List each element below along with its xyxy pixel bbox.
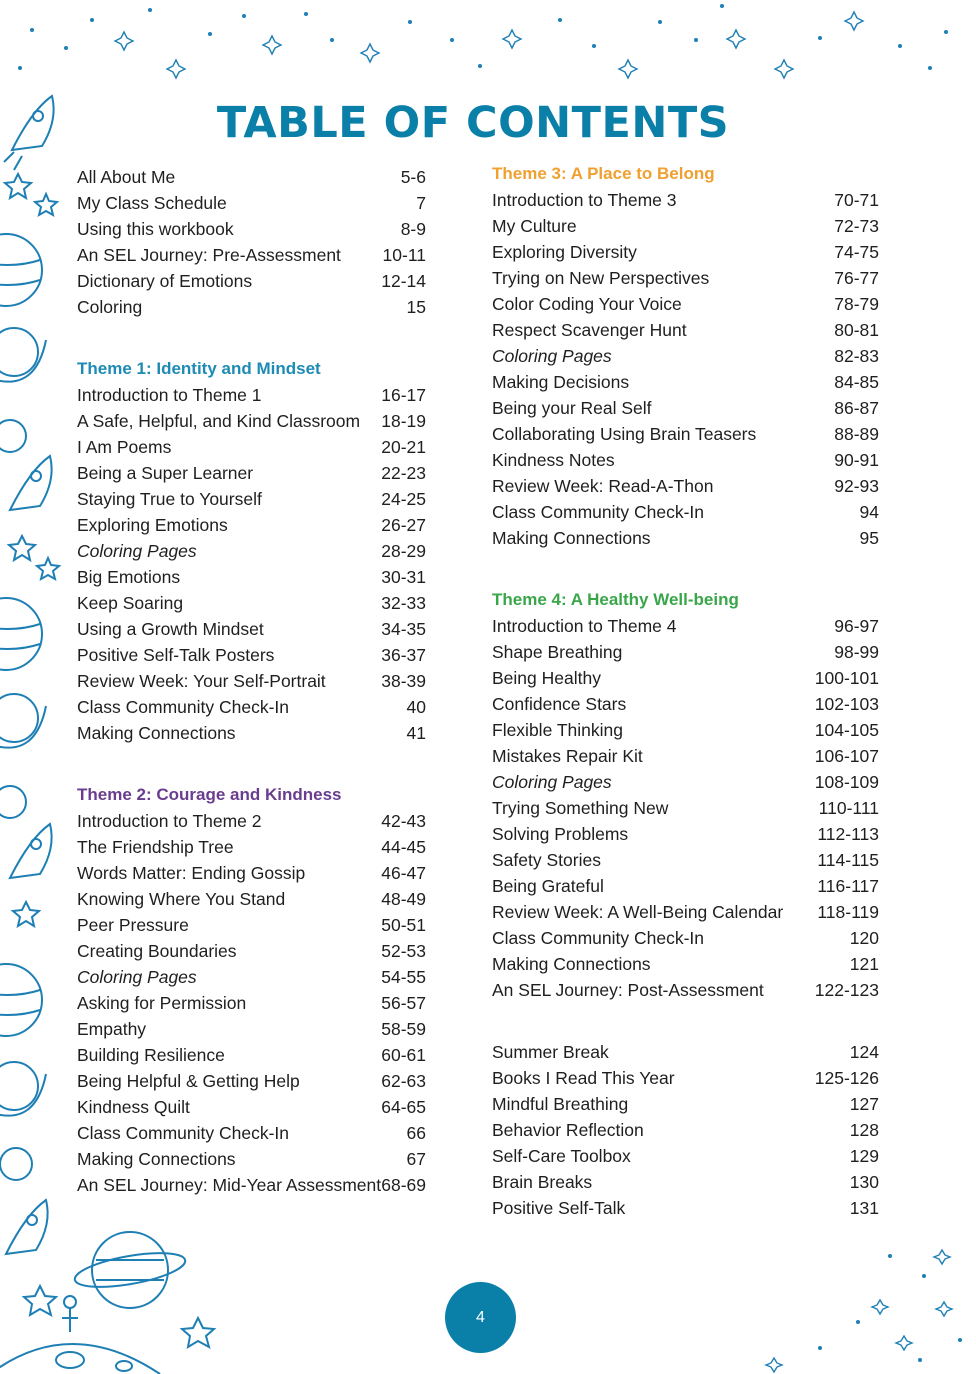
toc-right-column [492,161,879,1221]
toc-entry-title: Color Coding Your Voice [492,294,682,314]
toc-entry-title: Class Community Check-In [77,697,289,717]
star-icon [13,902,39,926]
toc-entry[interactable] [492,743,879,769]
toc-entry-page: 86-87 [834,398,879,418]
toc-left-column [77,164,426,1198]
toc-entry-page: 80-81 [834,320,879,340]
ringed-planet-icon [72,1232,187,1308]
toc-entry[interactable] [492,1065,879,1091]
theme-1-list [77,382,426,746]
theme-4-list [492,613,879,1003]
toc-entry-title: Respect Scavenger Hunt [492,320,687,340]
toc-entry[interactable] [77,512,426,538]
toc-entry-page: 8-9 [400,219,426,239]
toc-entry-page: 70-71 [834,190,879,210]
toc-entry[interactable] [77,860,426,886]
toc-entry-title: Making Connections [492,954,651,974]
toc-entry-title: Asking for Permission [77,993,247,1013]
toc-entry-page: 34-35 [381,619,426,639]
toc-entry[interactable] [492,1117,879,1143]
planet-icon [0,964,42,1036]
toc-entry[interactable] [77,434,426,460]
toc-entry[interactable] [77,564,426,590]
toc-entry[interactable] [492,473,879,499]
toc-entry-page: 118-119 [817,902,879,922]
page-number-badge: 4 [445,1282,516,1353]
toc-entry[interactable] [492,187,879,213]
toc-entry[interactable] [77,694,426,720]
toc-entry[interactable] [77,294,426,320]
toc-entry-title: A Safe, Helpful, and Kind Classroom [77,411,361,431]
toc-entry[interactable] [77,834,426,860]
crater-moon-icon [0,420,26,452]
toc-entry-page: 124 [849,1042,879,1062]
toc-entry-page: 88-89 [834,424,879,444]
toc-entry-page: 90-91 [834,450,879,470]
toc-entry-title: Empathy [77,1019,147,1039]
toc-entry-title: Books I Read This Year [492,1068,675,1088]
toc-entry-title: Introduction to Theme 2 [77,811,262,831]
toc-entry-page: 7 [416,193,426,213]
toc-entry[interactable] [492,873,879,899]
toc-entry[interactable] [492,369,879,395]
toc-entry-title: Coloring Pages [77,541,197,561]
toc-entry-title: Being Helpful & Getting Help [77,1071,300,1091]
toc-entry[interactable] [77,964,426,990]
toc-entry-title: Introduction to Theme 3 [492,190,677,210]
toc-entry[interactable] [492,213,879,239]
toc-entry-page: 112-113 [817,824,879,844]
toc-entry-title: Big Emotions [77,567,181,587]
toc-entry-page: 102-103 [814,694,879,714]
toc-entry-page: 56-57 [381,993,426,1013]
crater-moon-icon [0,786,26,818]
toc-entry[interactable] [492,665,879,691]
toc-entry-page: 36-37 [381,645,426,665]
theme-1-heading: Theme 1: Identity and Mindset [77,359,321,378]
toc-entry-title: Being a Super Learner [77,463,254,483]
toc-entry-page: 95 [859,528,879,548]
toc-entry-page: 60-61 [381,1045,426,1065]
toc-entry-title: Dictionary of Emotions [77,271,253,291]
toc-entry-page: 116-117 [817,876,879,896]
toc-entry-page: 32-33 [381,593,426,613]
star-icon [9,536,35,560]
toc-entry-page: 122-123 [814,980,879,1000]
toc-entry[interactable] [492,717,879,743]
toc-entry[interactable] [77,190,426,216]
toc-entry-title: Exploring Emotions [77,515,228,535]
toc-entry-title: Brain Breaks [492,1172,593,1192]
toc-entry[interactable] [77,642,426,668]
star-icon [182,1318,214,1347]
toc-entry-title: Kindness Quilt [77,1097,190,1117]
toc-entry[interactable] [77,1146,426,1172]
toc-entry-page: 127 [849,1094,879,1114]
toc-entry-title: Peer Pressure [77,915,189,935]
toc-entry-title: Collaborating Using Brain Teasers [492,424,757,444]
space-doodle-border [0,90,74,1374]
toc-entry-page: 96-97 [834,616,879,636]
toc-entry[interactable] [492,1169,879,1195]
theme-2-heading: Theme 2: Courage and Kindness [77,785,342,804]
toc-entry-title: Knowing Where You Stand [77,889,286,909]
theme-4-heading: Theme 4: A Healthy Well-being [492,590,739,609]
toc-entry-page: 125-126 [814,1068,879,1088]
moon-icon [0,328,46,382]
toc-entry-title: Review Week: A Well-Being Calendar [492,902,784,922]
toc-extras-section [492,1039,879,1221]
toc-entry[interactable] [492,821,879,847]
toc-entry[interactable] [492,925,879,951]
toc-entry-title: Building Resilience [77,1045,225,1065]
toc-entry-page: 46-47 [381,863,426,883]
toc-entry[interactable] [77,886,426,912]
toc-entry-title: All About Me [77,167,176,187]
toc-entry-page: 30-31 [381,567,426,587]
toc-entry-page: 20-21 [381,437,426,457]
rocket-icon [10,456,52,510]
toc-entry-page: 67 [406,1149,426,1169]
toc-entry-title: Class Community Check-In [492,928,704,948]
toc-entry-title: Coloring Pages [492,346,612,366]
toc-entry-title: Exploring Diversity [492,242,637,262]
toc-entry[interactable] [77,408,426,434]
theme-3-heading: Theme 3: A Place to Belong [492,164,715,183]
toc-entry-page: 106-107 [814,746,879,766]
toc-entry-page: 131 [849,1198,879,1218]
toc-entry-page: 121 [849,954,879,974]
toc-entry-page: 64-65 [381,1097,426,1117]
toc-entry[interactable] [77,538,426,564]
toc-entry-title: Review Week: Your Self-Portrait [77,671,326,691]
toc-entry-title: Safety Stories [492,850,601,870]
theme-3-list [492,187,879,551]
bottom-planet-decoration [0,1220,240,1374]
toc-entry[interactable] [492,639,879,665]
toc-entry-page: 15 [406,297,426,317]
toc-entry-title: Introduction to Theme 1 [77,385,262,405]
toc-entry-title: I Am Poems [77,437,172,457]
bottom-right-star-decoration [760,1240,976,1374]
theme-2-section [77,782,426,1198]
toc-entry[interactable] [492,1091,879,1117]
toc-entry[interactable] [492,239,879,265]
toc-entry-title: Class Community Check-In [492,502,704,522]
toc-entry[interactable] [77,164,426,190]
toc-entry-page: 128 [849,1120,879,1140]
toc-entry[interactable] [77,938,426,964]
toc-entry[interactable] [77,268,426,294]
toc-entry-page: 74-75 [834,242,879,262]
toc-entry-page: 10-11 [382,245,426,265]
toc-entry-title: An SEL Journey: Mid-Year Assessment [77,1175,382,1195]
toc-entry-title: Kindness Notes [492,450,615,470]
toc-entry[interactable] [77,486,426,512]
theme-2-list [77,808,426,1198]
toc-entry-title: Trying Something New [492,798,669,818]
toc-entry-page: 16-17 [381,385,426,405]
toc-entry-title: Creating Boundaries [77,941,237,961]
toc-entry-page: 41 [406,723,426,743]
alien-icon [62,1296,78,1332]
toc-entry-title: Coloring Pages [77,967,197,987]
toc-entry[interactable] [492,317,879,343]
toc-entry-page: 94 [859,502,879,522]
rocket-icon [10,824,52,878]
toc-entry[interactable] [77,216,426,242]
toc-entry-page: 40 [406,697,426,717]
toc-entry-title: Flexible Thinking [492,720,623,740]
theme-3-section [492,161,879,551]
toc-entry-page: 68-69 [381,1175,426,1195]
toc-entry-page: 84-85 [834,372,879,392]
toc-entry-page: 98-99 [834,642,879,662]
toc-entry[interactable] [492,613,879,639]
toc-entry[interactable] [492,343,879,369]
toc-entry-title: Mistakes Repair Kit [492,746,643,766]
star-border-decoration [0,0,976,80]
toc-entry-page: 108-109 [814,772,879,792]
toc-entry[interactable] [492,899,879,925]
toc-entry-title: Using this workbook [77,219,234,239]
toc-entry-title: Making Decisions [492,372,630,392]
toc-entry-title: Behavior Reflection [492,1120,644,1140]
toc-entry-title: Keep Soaring [77,593,184,613]
toc-entry[interactable] [77,668,426,694]
toc-entry-title: My Class Schedule [77,193,227,213]
toc-entry-title: My Culture [492,216,577,236]
toc-entry-title: Using a Growth Mindset [77,619,264,639]
toc-entry-title: Being Grateful [492,876,604,896]
toc-entry-page: 24-25 [381,489,426,509]
moon-surface [0,1344,160,1374]
toc-entry-page: 130 [849,1172,879,1192]
toc-entry-page: 48-49 [381,889,426,909]
toc-entry[interactable] [492,691,879,717]
toc-entry-title: Shape Breathing [492,642,623,662]
toc-entry-title: Being Healthy [492,668,601,688]
toc-entry[interactable] [492,769,879,795]
toc-entry-title: Introduction to Theme 4 [492,616,677,636]
toc-entry[interactable] [492,977,879,1003]
page-title: TABLE OF CONTENTS [216,98,730,148]
toc-entry-title: Coloring [77,297,143,317]
toc-entry-page: 114-115 [817,850,879,870]
toc-entry[interactable] [77,720,426,746]
toc-entry[interactable] [77,616,426,642]
toc-entry-page: 110-111 [818,798,879,818]
toc-entry-page: 38-39 [381,671,426,691]
toc-entry-title: Making Connections [77,1149,236,1169]
toc-entry[interactable] [492,499,879,525]
toc-entry[interactable] [492,395,879,421]
toc-entry-title: Staying True to Yourself [77,489,262,509]
toc-entry-page: 66 [406,1123,426,1143]
toc-entry-title: An SEL Journey: Post-Assessment [492,980,764,1000]
toc-entry-page: 28-29 [381,541,426,561]
toc-entry-title: An SEL Journey: Pre-Assessment [77,245,341,265]
toc-entry-title: Class Community Check-In [77,1123,289,1143]
toc-entry-title: Coloring Pages [492,772,612,792]
toc-entry-page: 50-51 [381,915,426,935]
toc-entry-page: 5-6 [400,167,426,187]
planet-icon [0,234,42,306]
toc-entry-title: Positive Self-Talk Posters [77,645,275,665]
toc-entry[interactable] [492,795,879,821]
toc-entry-page: 58-59 [381,1019,426,1039]
toc-entry[interactable] [492,1195,879,1221]
toc-entry-page: 100-101 [814,668,879,688]
toc-entry[interactable] [77,808,426,834]
toc-entry-title: The Friendship Tree [77,837,234,857]
toc-entry-title: Making Connections [77,723,236,743]
toc-entry-page: 18-19 [381,411,426,431]
toc-entry[interactable] [77,1016,426,1042]
toc-entry-title: Confidence Stars [492,694,627,714]
toc-entry-title: Words Matter: Ending Gossip [77,863,306,883]
star-icon [37,558,59,579]
toc-entry[interactable] [492,951,879,977]
toc-entry-title: Self-Care Toolbox [492,1146,631,1166]
toc-entry-page: 78-79 [834,294,879,314]
toc-entry[interactable] [77,1120,426,1146]
toc-entry[interactable] [77,1172,426,1198]
toc-entry-page: 52-53 [381,941,426,961]
moon-icon [0,694,46,748]
star-icon [5,174,31,198]
toc-entry[interactable] [492,291,879,317]
toc-entry-page: 44-45 [381,837,426,857]
theme-1-section [77,356,426,746]
toc-entry[interactable] [77,1094,426,1120]
toc-entry[interactable] [77,242,426,268]
toc-entry-title: Mindful Breathing [492,1094,629,1114]
toc-entry-page: 104-105 [814,720,879,740]
toc-entry-page: 22-23 [381,463,426,483]
toc-entry-page: 42-43 [381,811,426,831]
toc-entry[interactable] [492,1039,879,1065]
toc-entry-page: 120 [849,928,879,948]
planet-icon [0,598,42,670]
toc-entry-page: 92-93 [834,476,879,496]
toc-entry-title: Summer Break [492,1042,609,1062]
star-icon [35,194,57,215]
toc-entry-title: Positive Self-Talk [492,1198,626,1218]
toc-entry[interactable] [492,525,879,551]
toc-entry-page: 76-77 [834,268,879,288]
toc-entry-page: 129 [849,1146,879,1166]
theme-4-section [492,587,879,1003]
toc-entry-title: Trying on New Perspectives [492,268,710,288]
toc-entry[interactable] [77,382,426,408]
toc-entry[interactable] [77,990,426,1016]
toc-entry[interactable] [492,1143,879,1169]
toc-entry[interactable] [77,912,426,938]
toc-entry[interactable] [492,265,879,291]
toc-entry-page: 72-73 [834,216,879,236]
toc-entry-title: Solving Problems [492,824,629,844]
toc-entry-page: 12-14 [381,271,426,291]
toc-intro-section [77,164,426,320]
toc-entry[interactable] [492,447,879,473]
toc-entry-page: 62-63 [381,1071,426,1091]
moon-icon [0,1062,46,1116]
toc-entry[interactable] [492,421,879,447]
toc-entry-page: 54-55 [381,967,426,987]
toc-entry-title: Being your Real Self [492,398,652,418]
toc-entry[interactable] [77,1042,426,1068]
toc-entry-title: Making Connections [492,528,651,548]
toc-entry-title: Review Week: Read-A-Thon [492,476,714,496]
star-icon [24,1286,56,1315]
crater-moon-icon [0,1148,32,1180]
toc-entry[interactable] [77,590,426,616]
toc-entry-page: 26-27 [381,515,426,535]
toc-entry[interactable] [492,847,879,873]
toc-entry[interactable] [77,460,426,486]
toc-entry-page: 82-83 [834,346,879,366]
toc-entry[interactable] [77,1068,426,1094]
